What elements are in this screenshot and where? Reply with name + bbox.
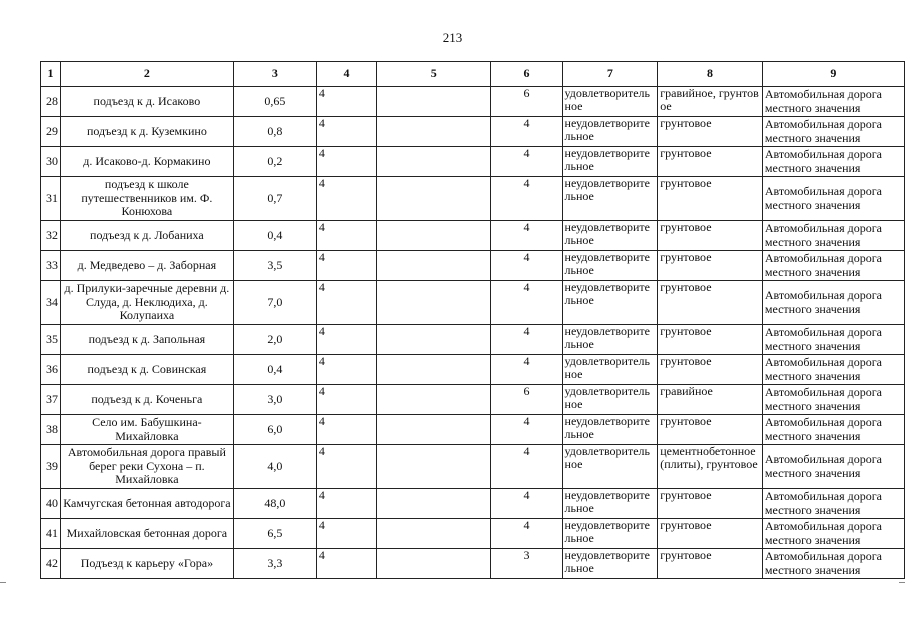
column-header: 7 <box>562 62 658 87</box>
row-number: 41 <box>41 519 61 549</box>
road-length: 6,0 <box>233 415 316 445</box>
table-row <box>41 355 905 385</box>
row-number: 34 <box>41 281 61 325</box>
road-name: Автомобильная дорога правый берег реки Сухона – п. Михайловка <box>60 445 233 489</box>
road-name: д. Прилуки-заречные деревни д. Слуда, д. Неклюдиха, д. Колупаиха <box>60 281 233 325</box>
road-length: 4,0 <box>233 445 316 489</box>
table-row <box>41 281 905 325</box>
column-5-value <box>377 519 491 549</box>
road-condition: неудовлетворительное <box>562 147 658 177</box>
column-4-value: 4 <box>316 385 376 415</box>
column-4-value: 4 <box>316 251 376 281</box>
road-category: Автомобильная дорога местного значения <box>762 281 904 325</box>
road-name: Село им. Бабушкина-Михайловка <box>60 415 233 445</box>
column-4-value: 4 <box>316 117 376 147</box>
column-5-value <box>377 87 491 117</box>
road-condition: неудовлетворительное <box>562 281 658 325</box>
table-row <box>41 147 905 177</box>
column-4-value: 4 <box>316 221 376 251</box>
road-condition: неудовлетворительное <box>562 415 658 445</box>
column-5-value <box>377 445 491 489</box>
road-surface: грунтовое <box>658 177 763 221</box>
column-6-value: 4 <box>491 147 562 177</box>
road-name: подъезд к д. Совинская <box>60 355 233 385</box>
column-header: 6 <box>491 62 562 87</box>
column-5-value <box>377 385 491 415</box>
table-row <box>41 445 905 489</box>
column-6-value: 4 <box>491 445 562 489</box>
road-surface: грунтовое <box>658 355 763 385</box>
road-length: 0,7 <box>233 177 316 221</box>
table-row <box>41 415 905 445</box>
column-6-value: 4 <box>491 221 562 251</box>
row-number: 37 <box>41 385 61 415</box>
road-condition: неудовлетворительное <box>562 325 658 355</box>
column-6-value: 4 <box>491 355 562 385</box>
column-5-value <box>377 415 491 445</box>
road-length: 0,8 <box>233 117 316 147</box>
road-length: 0,65 <box>233 87 316 117</box>
road-length: 0,2 <box>233 147 316 177</box>
road-category: Автомобильная дорога местного значения <box>762 177 904 221</box>
road-condition: удовлетворительное <box>562 385 658 415</box>
page-number: 213 <box>442 30 463 45</box>
row-number: 42 <box>41 549 61 579</box>
column-6-value: 3 <box>491 549 562 579</box>
row-number: 36 <box>41 355 61 385</box>
column-5-value <box>377 251 491 281</box>
road-surface: грунтовое <box>658 281 763 325</box>
column-5-value <box>377 325 491 355</box>
column-6-value: 4 <box>491 177 562 221</box>
column-6-value: 4 <box>491 117 562 147</box>
road-name: подъезд к д. Исаково <box>60 87 233 117</box>
column-header: 3 <box>233 62 316 87</box>
road-surface: грунтовое <box>658 251 763 281</box>
column-4-value: 4 <box>316 355 376 385</box>
road-name: д. Исаково-д. Кормакино <box>60 147 233 177</box>
road-category: Автомобильная дорога местного значения <box>762 415 904 445</box>
column-header: 8 <box>658 62 763 87</box>
road-category: Автомобильная дорога местного значения <box>762 221 904 251</box>
table-row <box>41 87 905 117</box>
road-surface: грунтовое <box>658 325 763 355</box>
road-length: 3,5 <box>233 251 316 281</box>
road-condition: удовлетворительное <box>562 87 658 117</box>
column-4-value: 4 <box>316 549 376 579</box>
table-row <box>41 325 905 355</box>
roads-table <box>40 61 905 579</box>
road-surface: гравийное <box>658 385 763 415</box>
road-category: Автомобильная дорога местного значения <box>762 519 904 549</box>
column-5-value <box>377 221 491 251</box>
road-condition: неудовлетворительное <box>562 549 658 579</box>
column-6-value: 4 <box>491 281 562 325</box>
margin-mark-right <box>899 582 905 583</box>
column-4-value: 4 <box>316 415 376 445</box>
table-row <box>41 117 905 147</box>
road-surface: грунтовое <box>658 415 763 445</box>
road-category: Автомобильная дорога местного значения <box>762 87 904 117</box>
road-category: Автомобильная дорога местного значения <box>762 549 904 579</box>
row-number: 31 <box>41 177 61 221</box>
road-condition: удовлетворительное <box>562 445 658 489</box>
road-name: подъезд к д. Куземкино <box>60 117 233 147</box>
road-name: подъезд к д. Запольная <box>60 325 233 355</box>
row-number: 35 <box>41 325 61 355</box>
column-4-value: 4 <box>316 489 376 519</box>
column-6-value: 4 <box>491 519 562 549</box>
table-row <box>41 519 905 549</box>
table-row <box>41 251 905 281</box>
row-number: 28 <box>41 87 61 117</box>
row-number: 29 <box>41 117 61 147</box>
road-name: Михайловская бетонная дорога <box>60 519 233 549</box>
road-length: 0,4 <box>233 355 316 385</box>
road-length: 6,5 <box>233 519 316 549</box>
road-length: 3,3 <box>233 549 316 579</box>
column-4-value: 4 <box>316 177 376 221</box>
row-number: 33 <box>41 251 61 281</box>
row-number: 30 <box>41 147 61 177</box>
road-condition: неудовлетворительное <box>562 251 658 281</box>
road-length: 0,4 <box>233 221 316 251</box>
table-row <box>41 385 905 415</box>
road-length: 48,0 <box>233 489 316 519</box>
margin-mark-left <box>0 582 6 583</box>
table-row <box>41 221 905 251</box>
road-name: д. Медведево – д. Заборная <box>60 251 233 281</box>
row-number: 39 <box>41 445 61 489</box>
road-condition: удовлетворительное <box>562 355 658 385</box>
road-surface: гравийное, грунтовое <box>658 87 763 117</box>
road-category: Автомобильная дорога местного значения <box>762 445 904 489</box>
road-condition: неудовлетворительное <box>562 177 658 221</box>
road-condition: неудовлетворительное <box>562 221 658 251</box>
row-number: 32 <box>41 221 61 251</box>
road-name: Камчугская бетонная автодорога <box>60 489 233 519</box>
column-4-value: 4 <box>316 519 376 549</box>
road-category: Автомобильная дорога местного значения <box>762 355 904 385</box>
road-condition: неудовлетворительное <box>562 489 658 519</box>
road-length: 2,0 <box>233 325 316 355</box>
road-category: Автомобильная дорога местного значения <box>762 325 904 355</box>
column-6-value: 4 <box>491 489 562 519</box>
header-row <box>41 62 905 87</box>
road-surface: грунтовое <box>658 519 763 549</box>
column-5-value <box>377 147 491 177</box>
column-6-value: 4 <box>491 325 562 355</box>
column-4-value: 4 <box>316 147 376 177</box>
road-length: 3,0 <box>233 385 316 415</box>
road-surface: грунтовое <box>658 221 763 251</box>
road-condition: неудовлетворительное <box>562 519 658 549</box>
table-row <box>41 177 905 221</box>
column-4-value: 4 <box>316 87 376 117</box>
road-category: Автомобильная дорога местного значения <box>762 489 904 519</box>
column-4-value: 4 <box>316 281 376 325</box>
road-category: Автомобильная дорога местного значения <box>762 117 904 147</box>
row-number: 38 <box>41 415 61 445</box>
road-surface: грунтовое <box>658 549 763 579</box>
road-category: Автомобильная дорога местного значения <box>762 147 904 177</box>
road-name: подъезд к школе путешественников им. Ф. Конюхова <box>60 177 233 221</box>
road-surface: грунтовое <box>658 117 763 147</box>
column-6-value: 4 <box>491 251 562 281</box>
table-row <box>41 549 905 579</box>
column-header: 2 <box>60 62 233 87</box>
column-5-value <box>377 177 491 221</box>
column-6-value: 6 <box>491 87 562 117</box>
road-surface: грунтовое <box>658 147 763 177</box>
column-header: 4 <box>316 62 376 87</box>
column-header: 1 <box>41 62 61 87</box>
road-name: подъезд к д. Лобаниха <box>60 221 233 251</box>
column-header: 5 <box>377 62 491 87</box>
row-number: 40 <box>41 489 61 519</box>
column-header: 9 <box>762 62 904 87</box>
column-6-value: 6 <box>491 385 562 415</box>
road-surface: цементнобетонное (плиты), грунтовое <box>658 445 763 489</box>
column-5-value <box>377 281 491 325</box>
column-4-value: 4 <box>316 445 376 489</box>
column-5-value <box>377 117 491 147</box>
column-5-value <box>377 489 491 519</box>
column-5-value <box>377 549 491 579</box>
column-4-value: 4 <box>316 325 376 355</box>
road-surface: грунтовое <box>658 489 763 519</box>
table-row <box>41 489 905 519</box>
road-condition: неудовлетворительное <box>562 117 658 147</box>
road-name: Подъезд к карьеру «Гора» <box>60 549 233 579</box>
road-length: 7,0 <box>233 281 316 325</box>
road-category: Автомобильная дорога местного значения <box>762 385 904 415</box>
column-5-value <box>377 355 491 385</box>
road-name: подъезд к д. Коченьга <box>60 385 233 415</box>
road-category: Автомобильная дорога местного значения <box>762 251 904 281</box>
column-6-value: 4 <box>491 415 562 445</box>
